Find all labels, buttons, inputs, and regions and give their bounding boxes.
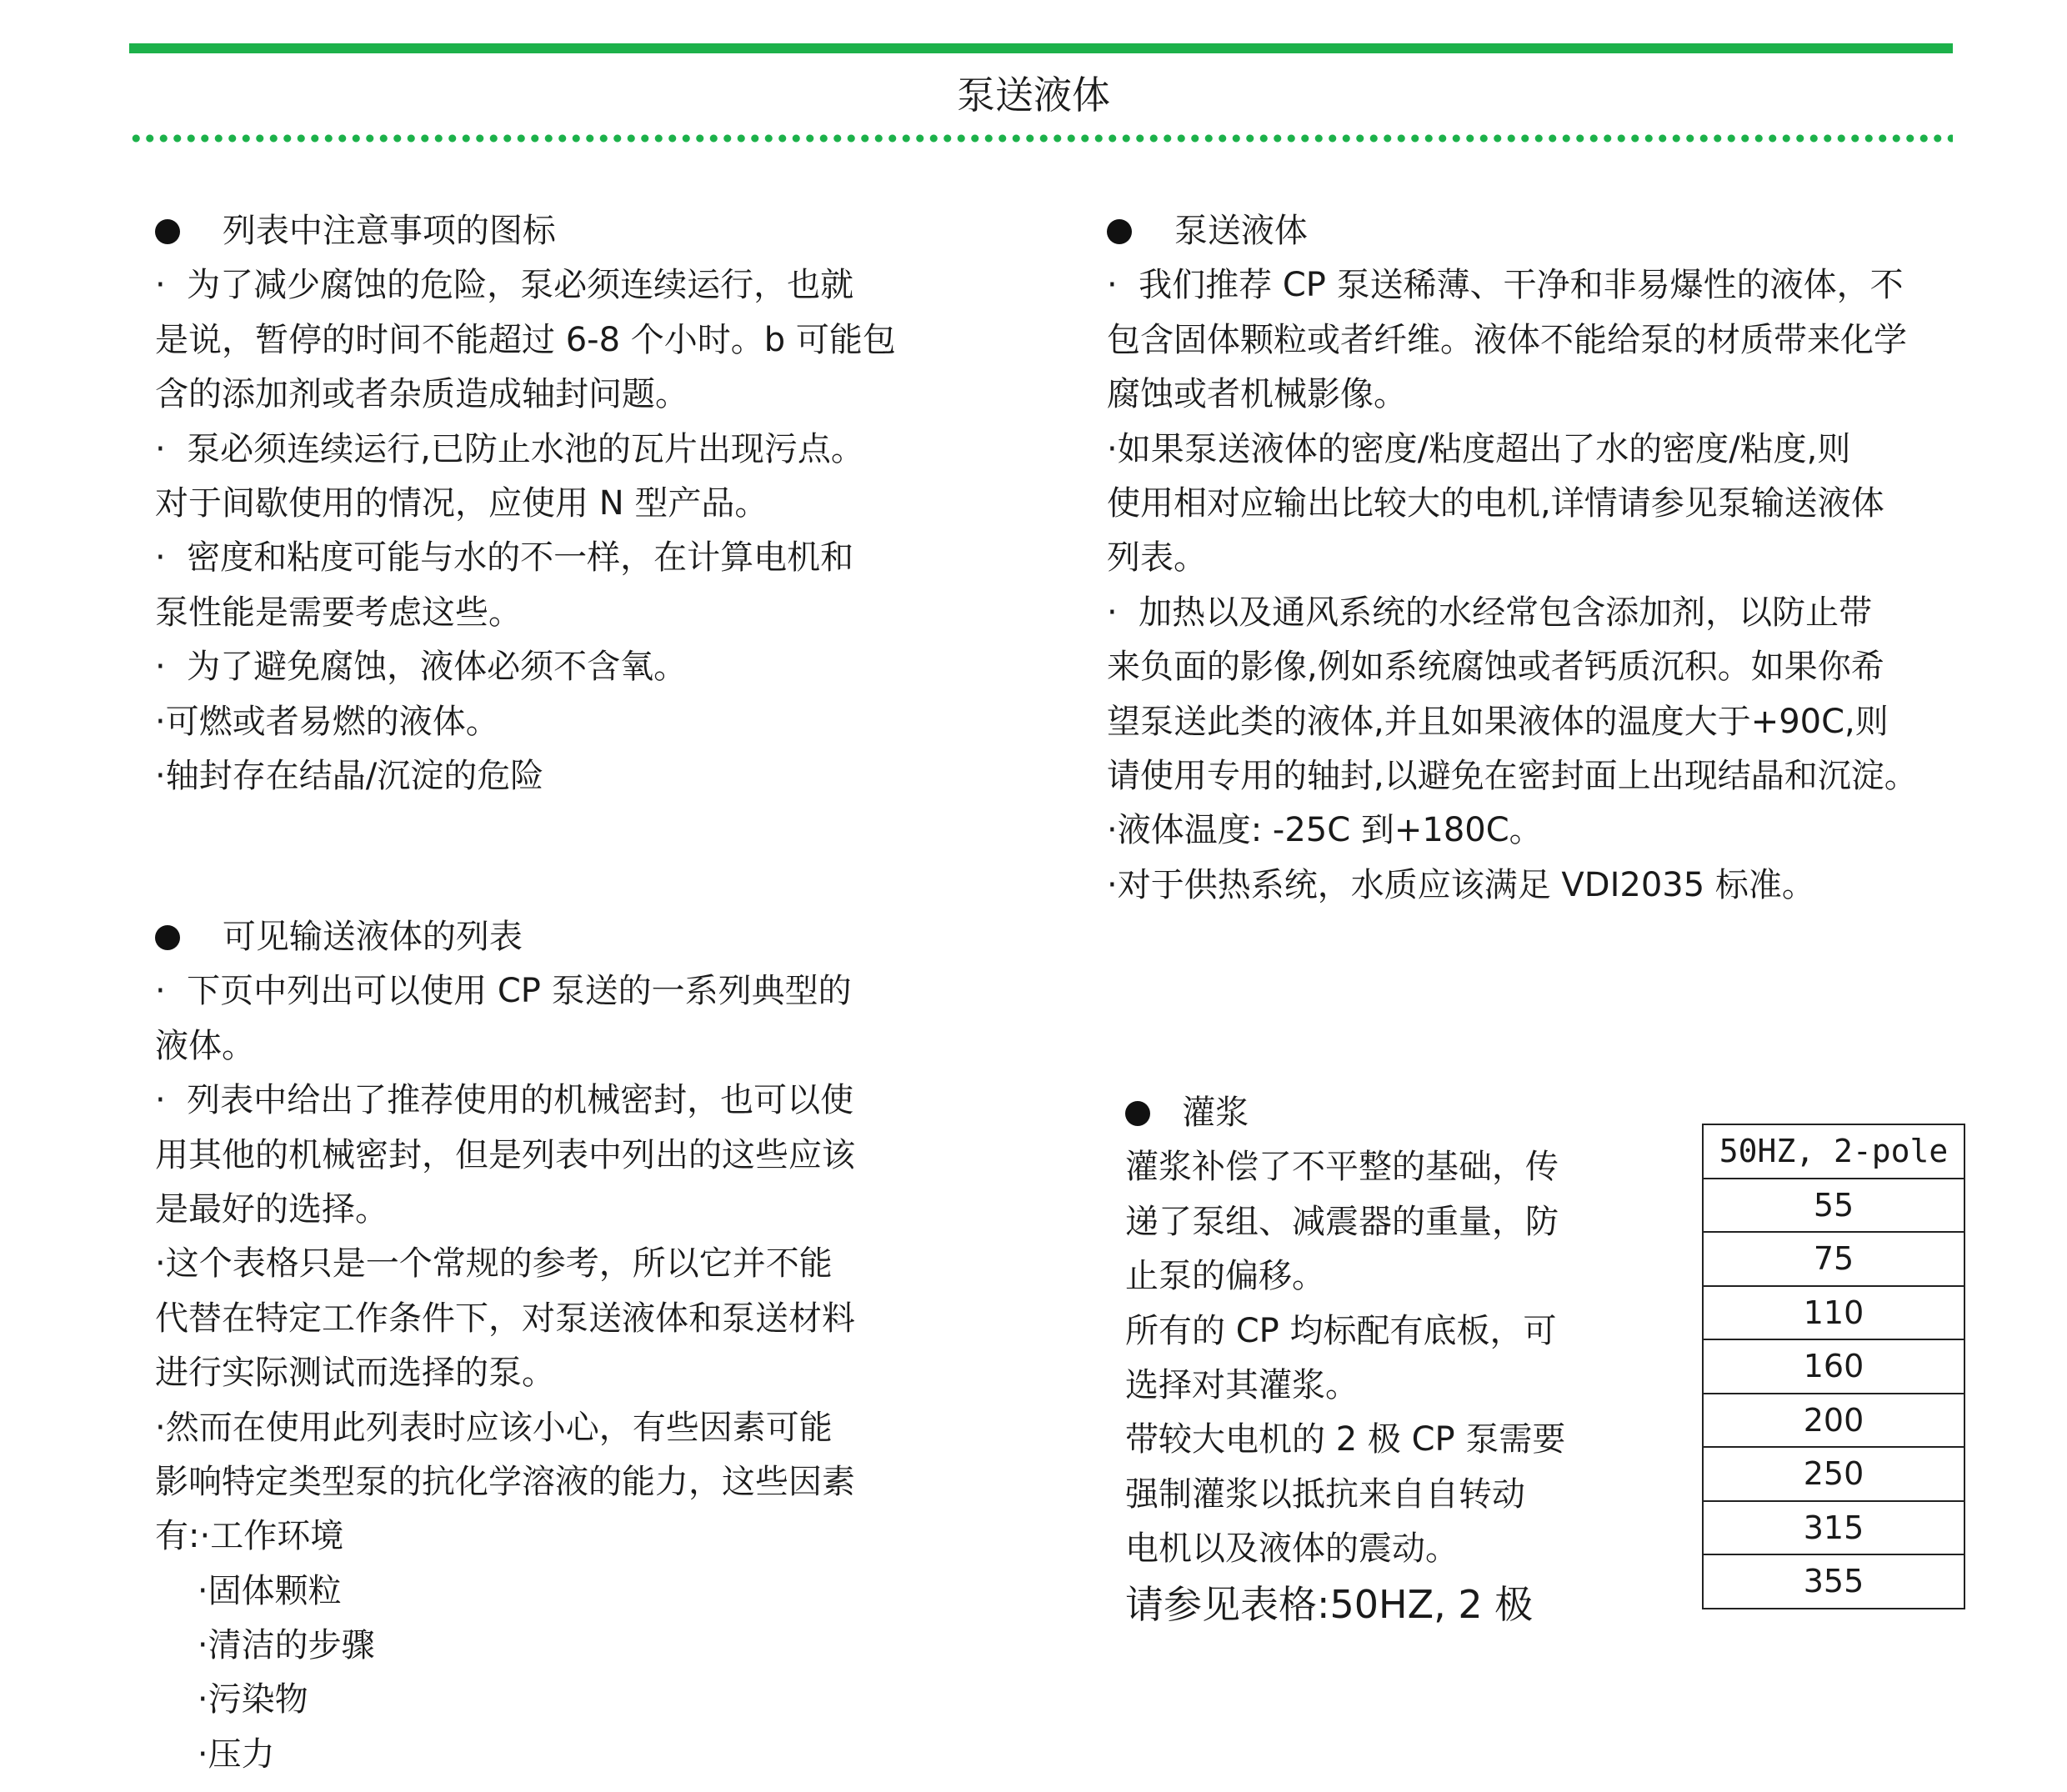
section-heading xyxy=(1107,204,1918,258)
text-line: ·清洁的步骤 xyxy=(155,1626,375,1665)
text-line: · 列表中给出了推荐使用的机械密封，也可以使 xyxy=(155,1081,854,1120)
text-line: ·如果泵送液体的密度/粘度超出了水的密度/粘度,则 xyxy=(1107,429,1851,468)
heading-text: 灌浆 xyxy=(1182,1094,1249,1132)
text-line: 是说，暂停的时间不能超过 6-8 个小时。b 可能包 xyxy=(155,320,896,359)
table-header: 50HZ, 2-pole xyxy=(1703,1124,1964,1179)
text-line: 列表。 xyxy=(1107,538,1207,578)
table-cell: 110 xyxy=(1703,1286,1964,1340)
text-line: 所有的 CP 均标配有底板，可 xyxy=(1125,1311,1557,1350)
table-cell: 160 xyxy=(1703,1339,1964,1394)
section-pumping-fluids xyxy=(1107,204,1918,913)
table-reference: 请参见表格:50HZ, 2 极 xyxy=(1125,1581,1534,1627)
text-line: 强制灌浆以抵抗来自自转动 xyxy=(1125,1474,1525,1514)
text-line: ·这个表格只是一个常规的参考，所以它并不能 xyxy=(155,1244,833,1284)
table-cell: 250 xyxy=(1703,1447,1964,1501)
text-line: 使用相对应输出比较大的电机,详情请参见泵输送液体 xyxy=(1107,483,1884,523)
text-line: ·压力 xyxy=(155,1734,275,1774)
bullet-icon xyxy=(1107,219,1132,244)
text-line: 望泵送此类的液体,并且如果液体的温度大于+90C,则 xyxy=(1107,702,1889,741)
top-green-rule xyxy=(129,43,1953,53)
text-line: 递了泵组、减震器的重量，防 xyxy=(1125,1202,1559,1241)
text-line: 代替在特定工作条件下，对泵送液体和泵送材料 xyxy=(155,1299,855,1338)
text-line: ·污染物 xyxy=(155,1680,308,1719)
text-line: · 下页中列出可以使用 CP 泵送的一系列典型的 xyxy=(155,972,852,1011)
pole-table xyxy=(1702,1124,1965,1609)
heading-text: 可见输送液体的列表 xyxy=(222,918,523,956)
text-line: 包含固体颗粒或者纤维。液体不能给泵的材质带来化学 xyxy=(1107,320,1907,359)
table-cell: 315 xyxy=(1703,1501,1964,1555)
text-line: 灌浆补偿了不平整的基础，传 xyxy=(1125,1148,1559,1187)
bullet-icon xyxy=(155,219,180,244)
text-line: 请使用专用的轴封,以避免在密封面上出现结晶和沉淀。 xyxy=(1107,756,1918,795)
bullet-icon xyxy=(155,925,180,950)
dotted-green-rule xyxy=(129,133,1953,143)
section-heading xyxy=(155,910,855,964)
text-line: 有:·工作环境 xyxy=(155,1517,344,1556)
text-line: · 我们推荐 CP 泵送稀薄、干净和非易爆性的液体，不 xyxy=(1107,266,1904,305)
text-line: ·对于供热系统，水质应该满足 VDI2035 标准。 xyxy=(1107,865,1815,904)
text-line: 泵性能是需要考虑这些。 xyxy=(155,593,522,632)
text-line: ·轴封存在结晶/沉淀的危险 xyxy=(155,756,544,795)
text-line: 含的添加剂或者杂质造成轴封问题。 xyxy=(155,375,688,414)
text-line: ·固体颗粒 xyxy=(155,1571,342,1610)
section-fluid-list xyxy=(155,910,855,1782)
text-line: 进行实际测试而选择的泵。 xyxy=(155,1354,555,1393)
table-cell: 355 xyxy=(1703,1554,1964,1609)
page-title: 泵送液体 xyxy=(957,73,1110,118)
text-line: · 为了减少腐蚀的危险，泵必须连续运行，也就 xyxy=(155,266,854,305)
text-line: 腐蚀或者机械影像。 xyxy=(1107,375,1407,414)
text-line: · 泵必须连续运行,已防止水池的瓦片出现污点。 xyxy=(155,429,864,468)
section-heading xyxy=(1125,1086,1565,1140)
section-grouting xyxy=(1125,1086,1565,1633)
text-line: 止泵的偏移。 xyxy=(1125,1257,1325,1296)
table-cell: 75 xyxy=(1703,1232,1964,1286)
text-line: · 密度和粘度可能与水的不一样，在计算电机和 xyxy=(155,538,854,578)
text-line: 电机以及液体的震动。 xyxy=(1125,1529,1459,1569)
table-cell: 200 xyxy=(1703,1394,1964,1448)
text-line: 来负面的影像,例如系统腐蚀或者钙质沉积。如果你希 xyxy=(1107,648,1884,687)
bullet-icon xyxy=(1125,1101,1150,1126)
text-line: ·然而在使用此列表时应该小心，有些因素可能 xyxy=(155,1408,833,1447)
section-heading xyxy=(155,204,896,258)
text-line: 是最好的选择。 xyxy=(155,1189,388,1229)
text-line: 选择对其灌浆。 xyxy=(1125,1365,1359,1404)
text-line: 对于间歇使用的情况，应使用 N 型产品。 xyxy=(155,483,768,523)
text-line: · 加热以及通风系统的水经常包含添加剂，以防止带 xyxy=(1107,593,1873,632)
text-line: · 为了避免腐蚀，液体必须不含氧。 xyxy=(155,648,688,687)
text-line: 用其他的机械密封，但是列表中列出的这些应该 xyxy=(155,1135,855,1174)
text-line: 带较大电机的 2 极 CP 泵需要 xyxy=(1125,1420,1566,1459)
text-line: 影响特定类型泵的抗化学溶液的能力，这些因素 xyxy=(155,1462,855,1501)
text-line: ·液体温度: -25C 到+180C。 xyxy=(1107,811,1543,850)
heading-text: 列表中注意事项的图标 xyxy=(222,212,556,250)
text-line: ·可燃或者易燃的液体。 xyxy=(155,702,499,741)
section-notes xyxy=(155,204,896,803)
heading-text: 泵送液体 xyxy=(1174,212,1308,250)
table-cell: 55 xyxy=(1703,1179,1964,1233)
text-line: 液体。 xyxy=(155,1026,255,1065)
